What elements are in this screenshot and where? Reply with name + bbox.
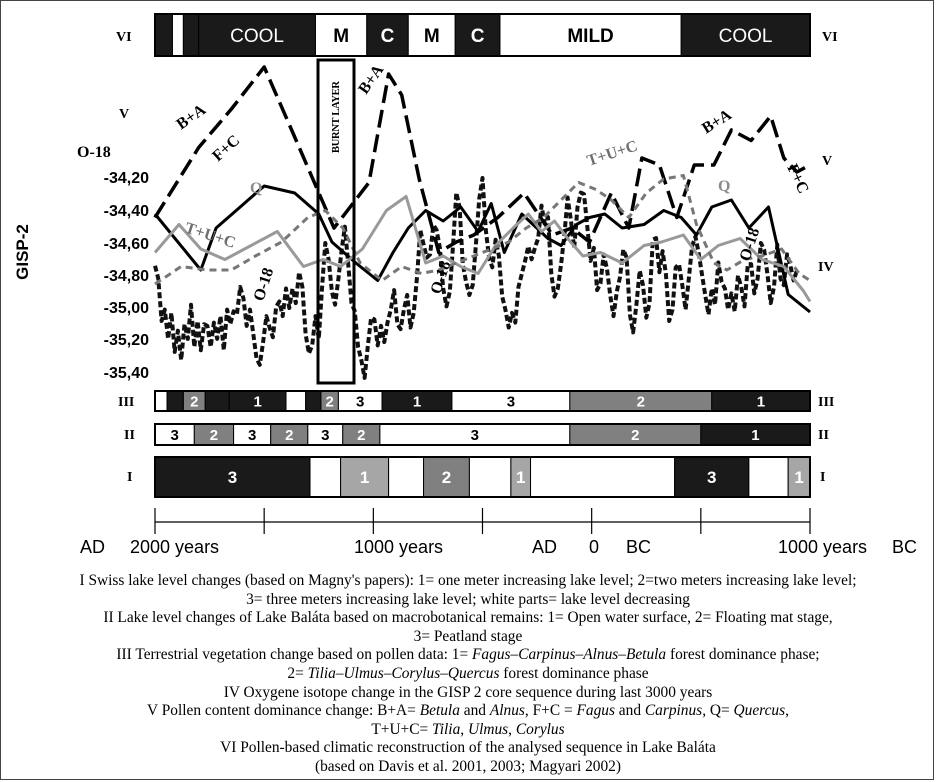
swiss-bar-i-segment-label: 2 — [441, 468, 452, 488]
row-label-vi-left: VI — [116, 30, 132, 45]
swiss-bar-i-segment-label: 3 — [227, 468, 238, 488]
time-label-ad-left: AD — [80, 537, 106, 557]
caption-line-4: 3= Peatland stage — [413, 627, 523, 645]
row-label-ii-right: II — [818, 428, 829, 443]
lake-bar-ii-segment-label: 1 — [751, 426, 760, 444]
row-label-iv-right: IV — [818, 260, 834, 275]
y-tick-label: -35,00 — [103, 300, 149, 317]
burnt-layer-label: BURNT LAYER — [331, 81, 342, 153]
caption-line-11: (based on Davis et al. 2001, 2003; Magyari 2002) — [314, 757, 622, 775]
climate-bar-segment-label: MILD — [567, 25, 614, 47]
time-label-zero: 0 — [589, 537, 600, 557]
series-label-q-2: Q — [718, 178, 731, 195]
swiss-bar-i-segment — [749, 457, 788, 497]
time-axis — [155, 508, 810, 534]
y-tick-label: -34,60 — [103, 236, 149, 253]
climate-bar-vi — [155, 14, 810, 56]
figure-caption — [0, 572, 936, 777]
time-label-2000: 2000 years — [130, 537, 220, 557]
swiss-bar-i-segment-label: 3 — [707, 468, 717, 488]
o18-label-3: O-18 — [736, 225, 764, 264]
climate-bar-segment — [172, 14, 183, 56]
time-label-ad: AD — [532, 537, 558, 557]
row-label-ii-left: II — [124, 428, 135, 443]
o18-label-2: O-18 — [427, 258, 455, 297]
row-label-v-left: V — [119, 107, 130, 122]
climate-bar-segment-label: M — [333, 25, 350, 47]
veg-bar-iii-segment-label: 2 — [325, 393, 334, 411]
swiss-bar-i-segment — [389, 457, 424, 497]
veg-bar-iii-segment — [306, 391, 321, 411]
time-label-1000bc: 1000 years — [778, 537, 868, 557]
swiss-bar-i-segment-label: 1 — [359, 468, 370, 488]
time-label-1000: 1000 years — [354, 537, 444, 557]
caption-line-9: T+U+C= Tilia, Ulmus, Corylus — [371, 720, 565, 738]
row-label-v-right: V — [822, 154, 833, 169]
y-tick-label: -35,20 — [103, 332, 149, 349]
time-label-bc-right: BC — [892, 537, 918, 557]
veg-bar-iii-segment — [286, 391, 306, 411]
climate-bar-segment-label: C — [380, 25, 395, 47]
lake-bar-ii-segment-label: 3 — [470, 426, 480, 444]
lake-bar-ii-segment-label: 2 — [357, 426, 366, 444]
lake-bar-ii-segment-label: 2 — [209, 426, 219, 444]
lake-bar-ii-segment-label: 3 — [321, 426, 330, 444]
caption-line-6: 2= Tilia–Ulmus–Corylus–Quercus forest dominance phase — [287, 664, 649, 682]
lake-bar-ii-segment-label: 3 — [247, 426, 257, 444]
lake-bar-ii-segment-label: 2 — [285, 426, 294, 444]
series-line-q — [155, 197, 810, 302]
series-label-tuc-1: T+U+C — [182, 219, 238, 252]
veg-bar-iii-segment-label: 3 — [506, 393, 516, 411]
veg-bar-iii-segment-label: 2 — [636, 393, 645, 411]
series-label-ba-3: B+A — [699, 106, 735, 138]
climate-bar-segment-label: M — [423, 25, 440, 47]
swiss-bar-i-segment-label: 1 — [515, 468, 526, 488]
o18-label-1: O-18 — [250, 265, 278, 304]
caption-line-8: V Pollen content dominance change: B+A= Betula and Alnus, F+C = Fagus and Carpinus, Q= Quercus, — [147, 702, 789, 720]
veg-bar-iii-segment-label: 1 — [253, 393, 262, 411]
climate-bar-segment — [155, 14, 172, 56]
caption-line-1: I Swiss lake level changes (based on Magny's papers): 1= one meter increasing lake level; 2=two meters increasing lake level; — [79, 572, 857, 589]
gisp-series-label: O-18 — [77, 144, 111, 161]
row-label-vi-right: VI — [822, 30, 838, 45]
veg-bar-iii-segment — [155, 391, 167, 411]
swiss-bar-i-segment — [310, 457, 341, 497]
y-tick-label: -34,80 — [103, 268, 149, 285]
veg-bar-iii-segment-label: 3 — [356, 393, 365, 411]
series-label-tuc-2: T+U+C — [584, 137, 640, 170]
row-label-iii-left: III — [118, 395, 135, 410]
time-label-bc: BC — [626, 537, 652, 557]
caption-line-2: 3= three meters increasing lake level; white parts= lake level decreasing — [246, 590, 690, 608]
series-label-ba-2: B+A — [355, 61, 388, 98]
caption-line-3: II Lake level changes of Lake Baláta based on macrobotanical remains: 1= Open water surface, 2= Floating mat stage, — [103, 609, 833, 627]
series-label-q-1: Q — [250, 180, 263, 197]
stage-bars — [155, 391, 810, 497]
o18-series-line — [155, 178, 797, 378]
climate-bar-segment-label: C — [470, 25, 485, 47]
y-tick-label: -34,40 — [103, 203, 149, 220]
veg-bar-iii-segment-label: 1 — [412, 393, 422, 411]
row-label-iii-right: III — [818, 395, 835, 410]
swiss-bar-i-segment — [531, 457, 675, 497]
row-label-i-right: I — [820, 470, 826, 485]
series-label-ba-1: B+A — [173, 101, 209, 134]
climate-bar-segment — [183, 14, 198, 56]
series-label-fc-2: F+C — [783, 161, 812, 197]
climate-bar-segment-label: COOL — [230, 25, 285, 47]
lake-bar-ii-segment-label: 2 — [631, 426, 640, 444]
y-tick-label: -34,20 — [103, 170, 149, 187]
veg-bar-iii-segment-label: 1 — [756, 393, 766, 411]
veg-bar-iii-segment — [167, 391, 183, 411]
lake-bar-ii-segment-label: 3 — [170, 426, 179, 444]
y-tick-label: -35,40 — [103, 365, 149, 382]
veg-bar-iii-segment-label: 2 — [190, 393, 199, 411]
swiss-bar-i-segment — [469, 457, 510, 497]
caption-line-10: VI Pollen-based climatic reconstruction of the analysed sequence in Lake Baláta — [220, 739, 716, 757]
caption-line-5: III Terrestrial vegetation change based on pollen data: 1= Fagus–Carpinus–Alnus–Betula forest dominance phase; — [116, 646, 820, 664]
caption-line-7: IV Oxygene isotope change in the GISP 2 core sequence during last 3000 years — [223, 683, 713, 701]
gisp-axis-label: GISP-2 — [13, 224, 32, 280]
series-label-fc-1: F+C — [209, 131, 244, 165]
swiss-bar-i-segment-label: 1 — [794, 468, 804, 488]
veg-bar-iii-segment — [205, 391, 229, 411]
row-label-i-left: I — [127, 470, 133, 485]
climate-bar-segment-label: COOL — [718, 25, 773, 47]
plot-area — [155, 67, 810, 378]
